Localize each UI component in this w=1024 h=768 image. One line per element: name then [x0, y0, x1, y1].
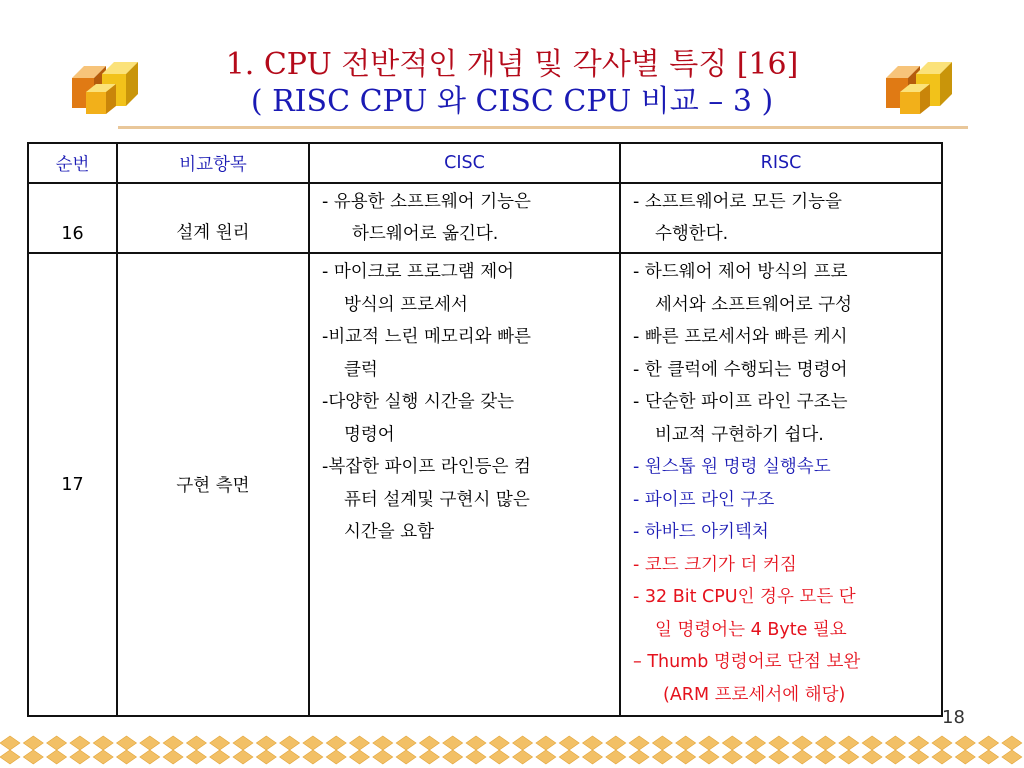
row-item: 설계 원리 [117, 183, 309, 253]
cell-line: - 파이프 라인 구조 [633, 489, 775, 510]
footer-diamond-icon [652, 736, 672, 750]
footer-diamond-icon [1002, 736, 1022, 750]
header-risc: RISC [620, 143, 942, 183]
footer-diamond-icon [47, 736, 67, 750]
diamond-footer-border [0, 735, 1024, 765]
header-item: 비교항목 [117, 143, 309, 183]
footer-diamond-icon [303, 750, 323, 764]
footer-diamond-icon [233, 736, 253, 750]
row-number: 16 [28, 183, 117, 253]
footer-diamond-icon [932, 750, 952, 764]
footer-diamond-icon [466, 750, 486, 764]
footer-diamond-icon [792, 750, 812, 764]
footer-diamond-icon [186, 736, 206, 750]
footer-diamond-icon [233, 750, 253, 764]
footer-diamond-icon [606, 736, 626, 750]
title-divider [118, 126, 968, 129]
cell-line: - 유용한 소프트웨어 기능은 [322, 192, 531, 212]
footer-diamond-icon [909, 750, 929, 764]
footer-diamond-icon [489, 750, 509, 764]
footer-diamond-icon [955, 750, 975, 764]
cisc-cell [309, 253, 620, 716]
footer-diamond-icon [536, 736, 556, 750]
footer-diamond-icon [256, 736, 276, 750]
footer-diamond-icon [699, 750, 719, 764]
footer-diamond-icon [373, 750, 393, 764]
footer-diamond-icon [140, 750, 160, 764]
cell-line: -복잡한 파이프 라인등은 컴 [322, 457, 531, 477]
footer-diamond-icon [163, 750, 183, 764]
footer-diamond-icon [839, 750, 859, 764]
footer-diamond-icon [513, 736, 533, 750]
cell-line: - 마이크로 프로그램 제어 [322, 262, 515, 282]
footer-diamond-icon [280, 750, 300, 764]
cell-line: 수행한다. [655, 224, 729, 244]
footer-diamond-icon [303, 736, 323, 750]
footer-diamond-icon [606, 750, 626, 764]
footer-diamond-icon [93, 750, 113, 764]
footer-diamond-icon [70, 736, 90, 750]
table-header-row [28, 143, 942, 183]
footer-diamond-icon [722, 750, 742, 764]
title-line-1: 1. CPU 전반적인 개념 및 각사별 특징 [16] [225, 47, 799, 82]
footer-diamond-icon [419, 736, 439, 750]
footer-diamond-icon [419, 750, 439, 764]
footer-diamond-icon [396, 750, 416, 764]
cell-line: 비교적 구현하기 쉽다. [655, 424, 824, 445]
cell-line: 일 명령어는 4 Byte 필요 [655, 619, 847, 640]
footer-diamond-icon [163, 736, 183, 750]
footer-diamond-icon [350, 750, 370, 764]
footer-diamond-icon [93, 736, 113, 750]
footer-diamond-icon [746, 736, 766, 750]
cell-line: 시간을 요함 [344, 522, 435, 542]
footer-diamond-icon [979, 736, 999, 750]
risc-cell [620, 183, 942, 253]
footer-diamond-icon [210, 736, 230, 750]
title-line-2: ( RISC CPU 와 CISC CPU 비교 – 3 ) [250, 84, 774, 119]
footer-diamond-icon [326, 750, 346, 764]
footer-diamond-icon [117, 736, 137, 750]
footer-diamond-icon [816, 750, 836, 764]
footer-diamond-icon [676, 750, 696, 764]
footer-diamond-icon [23, 736, 43, 750]
footer-diamond-icon [559, 750, 579, 764]
cell-line: 하드웨어로 옮긴다. [352, 224, 499, 244]
table-row [28, 183, 942, 253]
cube-logo-right-icon [880, 58, 960, 118]
cisc-cell [309, 183, 620, 253]
footer-diamond-icon [816, 736, 836, 750]
cell-line: - 32 Bit CPU인 경우 모든 단 [633, 587, 856, 607]
footer-diamond-icon [862, 750, 882, 764]
footer-diamond-icon [210, 750, 230, 764]
footer-diamond-icon [979, 750, 999, 764]
cell-line: - 하드웨어 제어 방식의 프로 [633, 262, 848, 282]
footer-diamond-icon [536, 750, 556, 764]
risc-cell [620, 253, 942, 716]
header-num: 순번 [28, 143, 117, 183]
footer-diamond-icon [839, 736, 859, 750]
footer-diamond-icon [629, 736, 649, 750]
cell-line: 방식의 프로세서 [344, 294, 468, 315]
footer-diamond-icon [326, 736, 346, 750]
footer-diamond-icon [769, 736, 789, 750]
cell-line: - 단순한 파이프 라인 구조는 [633, 392, 848, 412]
footer-diamond-icon [676, 736, 696, 750]
footer-diamond-icon [792, 736, 812, 750]
cell-line: (ARM 프로세서에 해당) [663, 684, 846, 705]
cell-line: - 빠른 프로세서와 빠른 케시 [633, 327, 848, 347]
cell-line: 명령어 [344, 424, 395, 445]
slide-title [150, 46, 874, 120]
cell-line: - 한 클럭에 수행되는 명령어 [633, 359, 848, 380]
footer-diamond-icon [955, 736, 975, 750]
table-row [28, 253, 942, 716]
footer-diamond-icon [140, 736, 160, 750]
cell-line: 세서와 소프트웨어로 구성 [655, 294, 853, 315]
cell-line: - 소프트웨어로 모든 기능을 [633, 192, 842, 212]
footer-diamond-icon [350, 736, 370, 750]
footer-diamond-icon [699, 736, 719, 750]
footer-diamond-icon [466, 736, 486, 750]
row-number: 17 [28, 253, 117, 716]
page-number: 18 [942, 707, 965, 728]
cell-line: 클럭 [344, 359, 378, 380]
footer-diamond-icon [280, 736, 300, 750]
footer-diamond-icon [583, 736, 603, 750]
footer-diamond-icon [443, 750, 463, 764]
footer-diamond-icon [186, 750, 206, 764]
footer-diamond-icon [0, 736, 20, 750]
header-cisc: CISC [309, 143, 620, 183]
comparison-table [27, 142, 943, 717]
footer-diamond-icon [0, 750, 20, 764]
row-item: 구현 측면 [117, 253, 309, 716]
footer-diamond-icon [489, 736, 509, 750]
footer-diamond-icon [443, 736, 463, 750]
footer-diamond-icon [396, 736, 416, 750]
footer-diamond-icon [70, 750, 90, 764]
cube-logo-left-icon [66, 58, 146, 118]
footer-diamond-icon [652, 750, 672, 764]
cell-line: - 하바드 아키텍처 [633, 522, 769, 542]
cell-line: -비교적 느린 메모리와 빠른 [322, 327, 531, 347]
footer-diamond-icon [583, 750, 603, 764]
footer-diamond-icon [769, 750, 789, 764]
cell-line: - 코드 크기가 더 커짐 [633, 554, 797, 575]
footer-diamond-icon [256, 750, 276, 764]
cell-line: 퓨터 설계및 구현시 많은 [344, 489, 530, 510]
footer-diamond-icon [47, 750, 67, 764]
footer-diamond-icon [932, 736, 952, 750]
footer-diamond-icon [885, 750, 905, 764]
footer-diamond-icon [117, 750, 137, 764]
footer-diamond-icon [559, 736, 579, 750]
cell-line: -다양한 실행 시간을 갖는 [322, 392, 515, 412]
footer-diamond-icon [722, 736, 742, 750]
footer-diamond-icon [1002, 750, 1022, 764]
footer-diamond-icon [373, 736, 393, 750]
footer-diamond-icon [746, 750, 766, 764]
cell-line: - 원스톱 원 명령 실행속도 [633, 457, 831, 477]
footer-diamond-icon [862, 736, 882, 750]
footer-diamond-icon [909, 736, 929, 750]
footer-diamond-icon [629, 750, 649, 764]
footer-diamond-icon [23, 750, 43, 764]
footer-diamond-icon [885, 736, 905, 750]
footer-diamond-icon [513, 750, 533, 764]
cell-line: – Thumb 명령어로 단점 보완 [633, 652, 861, 672]
